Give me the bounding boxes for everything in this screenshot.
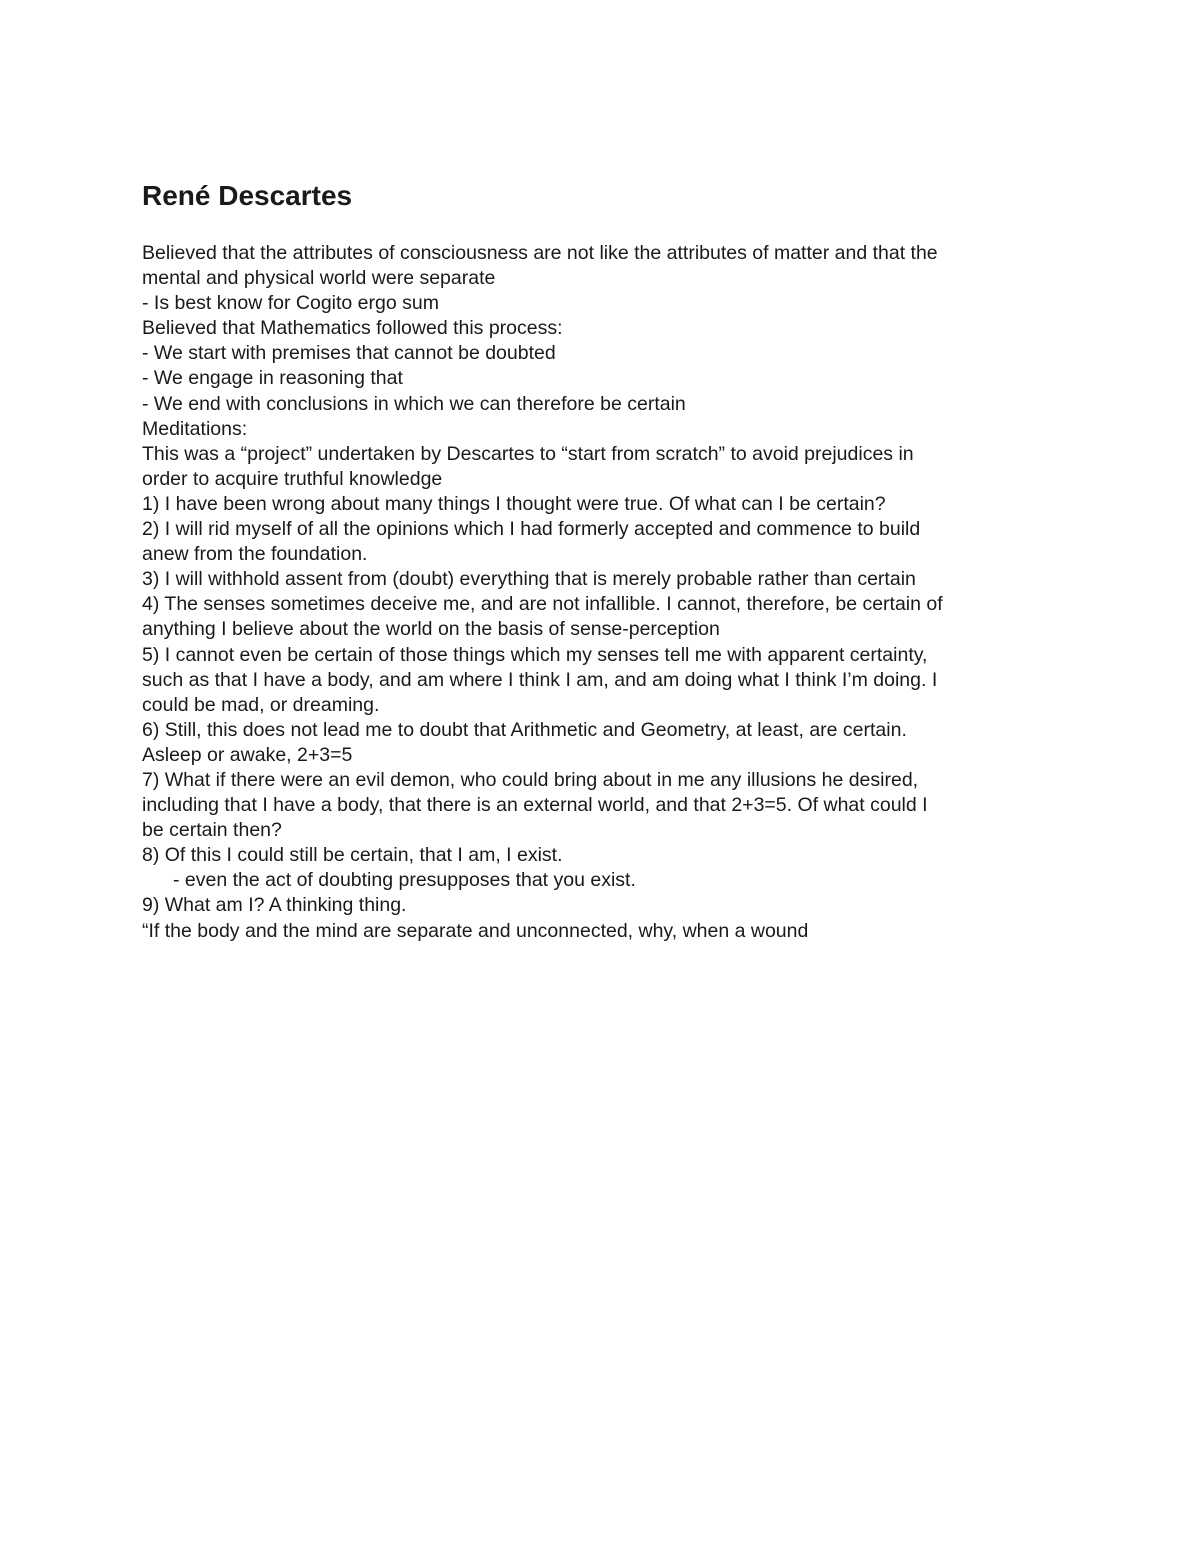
text-line: Believed that Mathematics followed this process: xyxy=(142,317,563,340)
text-line: 6) Still, this does not lead me to doubt that Arithmetic and Geometry, at least, are certain. xyxy=(142,718,907,741)
text-line: 2) I will rid myself of all the opinions which I had formerly accepted and commence to build xyxy=(142,518,921,541)
text-line: “If the body and the mind are separate and unconnected, why, when a wound xyxy=(142,919,809,942)
text-line: be certain then? xyxy=(142,819,282,842)
text-line: could be mad, or dreaming. xyxy=(142,693,380,716)
text-line: Meditations: xyxy=(142,417,248,440)
text-line: mental and physical world were separate xyxy=(142,267,496,290)
text-line-indented: - even the act of doubting presupposes that you exist. xyxy=(173,869,636,892)
text-line: 9) What am I? A thinking thing. xyxy=(142,894,407,917)
text-line: 8) Of this I could still be certain, that I am, I exist. xyxy=(142,844,563,867)
text-line: 5) I cannot even be certain of those things which my senses tell me with apparent certainty, xyxy=(142,643,928,666)
text-line: anew from the foundation. xyxy=(142,543,368,566)
text-line: such as that I have a body, and am where I think I am, and am doing what I think I’m doing. I xyxy=(142,668,938,691)
text-line: anything I believe about the world on the basis of sense-perception xyxy=(142,618,720,641)
document-body xyxy=(142,241,1072,944)
text-line: 7) What if there were an evil demon, who could bring about in me any illusions he desired, xyxy=(142,768,919,791)
text-line: - We end with conclusions in which we can therefore be certain xyxy=(142,392,686,415)
document-title: René Descartes xyxy=(142,180,353,211)
text-line: Asleep or awake, 2+3=5 xyxy=(142,743,353,766)
text-line: 1) I have been wrong about many things I thought were true. Of what can I be certain? xyxy=(142,492,886,515)
text-line: including that I have a body, that there is an external world, and that 2+3=5. Of what could I xyxy=(142,794,928,817)
text-line: This was a “project” undertaken by Descartes to “start from scratch” to avoid prejudices in xyxy=(142,442,914,465)
text-line: 4) The senses sometimes deceive me, and are not infallible. I cannot, therefore, be certain of xyxy=(142,593,943,616)
text-line: 3) I will withhold assent from (doubt) everything that is merely probable rather than certain xyxy=(142,568,916,591)
text-line: order to acquire truthful knowledge xyxy=(142,467,443,490)
text-line: - We start with premises that cannot be doubted xyxy=(142,342,556,365)
text-line: - Is best know for Cogito ergo sum xyxy=(142,292,439,315)
text-line: Believed that the attributes of consciousness are not like the attributes of matter and that the xyxy=(142,242,938,264)
text-line: - We engage in reasoning that xyxy=(142,367,403,390)
